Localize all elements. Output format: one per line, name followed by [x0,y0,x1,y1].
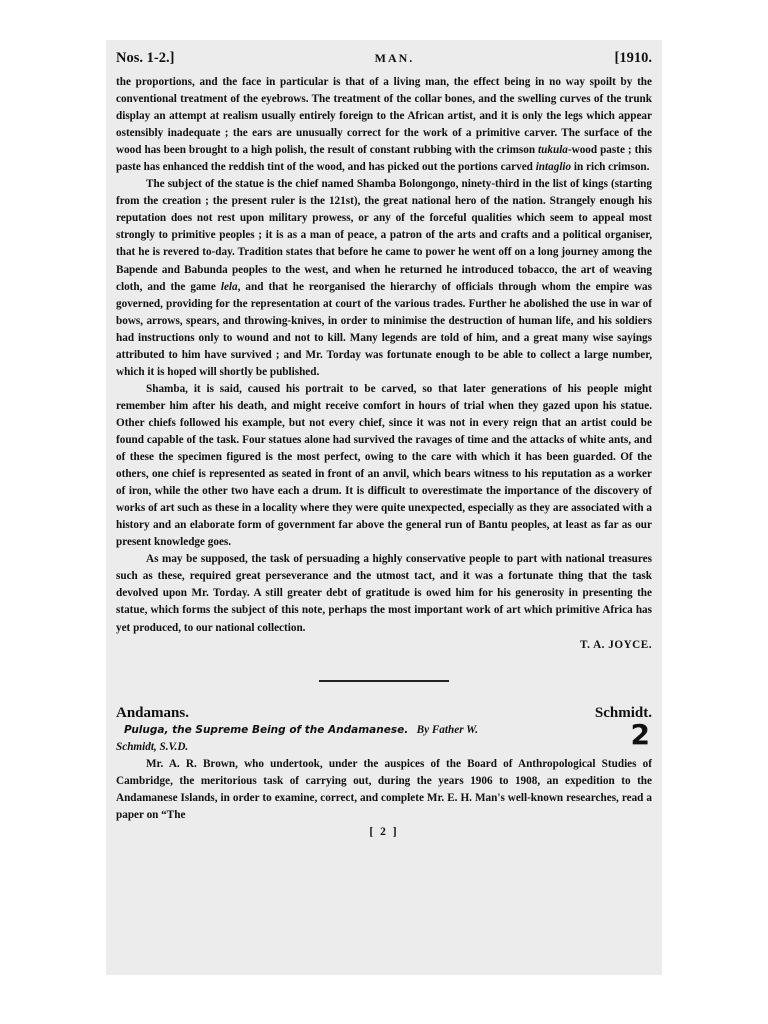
header-issue: Nos. 1-2.] [116,50,175,66]
header-year: [1910. [614,50,652,66]
italic-term: lela [220,280,238,293]
header-journal: MAN. [374,51,415,65]
signature-row [116,637,652,654]
italic-term: intaglio [535,161,572,174]
journal-page [106,40,662,975]
text-run: Shamba, it is said, caused his portrait to be carved, so that later generations of his people might remember him after his death, and might receive comfort in hours of trial when they gazed upon his statue. Other chiefs followed his example, but not every chief, since it was not in every reign that an artist could be found capable of the task. Four statues alone had survived the ravages of time and the attacks of white ants, and of these the specimen figured is the most perfect, owing to the care with which it has been guarded. Of the others, one chief is represented as seated in front of an anvil, which bears witness to his reputation as a worker of iron, while the other two have each a drum. It is difficult to overestimate the importance of the discovery of works of art such as these in a locality where they were quite unexpected, especially as they are associated with a history and an elaborate form of government far above the general run of Bantu peoples, at least as far as our present knowledge goes. [116,382,652,549]
text-run: in rich crimson. [571,161,650,174]
article-paragraph [116,74,652,176]
section-topic: Andamans. [116,704,189,721]
page-number: [ 2 ] [369,825,399,838]
text-run: , and that he reorganised the hierarchy of officials through whom the empire was governed, providing for the representation at court of the various trades. Further he abolished the use in war of bows, arrows, spears, and throwing-knives, in order to minimise the destruction of human life, and his soldiers had instructions only to wound and not to kill. Many legends are told of him, and a great many wise sayings attributed to him have survived ; and Mr. Torday was fortunate enough to be able to collect a large number, which it is hoped will shortly be published. [116,280,653,378]
article-author: Schmidt, S.V.D. [116,740,189,753]
article-title-block [116,717,652,756]
section-divider [319,680,449,682]
article-paragraph [116,551,652,636]
text-run: the proportions, and the face in particular is that of a living man, the effect being in no way spoilt by the conventional treatment of the eyebrows. The treatment of the collar bones, and the swelling curves of the trunk display an attempt at realism usually entirely foreign to the African artist, and it is only the legs which appear ostensibly inadequate ; the ears are unusually correct for the work of a primitive carver. The surface of the wood has been brought to a high polish, the result of constant rubbing with the crimson [116,76,652,157]
text-run: Mr. A. R. Brown, who undertook, under the auspices of the Board of Anthropological Studies of Cambridge, the meritorious task of carrying out, during the years 1906 to 1908, an expedition to the Andamanese Islands, in order to examine, correct, and complete Mr. E. H. Man's well-known researches, read a paper on “The [116,757,652,821]
section-author-surname: Schmidt. [594,704,652,721]
article-title: Puluga, the Supreme Being of the Andamanese. [124,723,409,736]
article-number: 2 [630,717,650,751]
text-run: As may be supposed, the task of persuading a highly conservative people to part with national treasures such as these, required great perseverance and the utmost tact, and it was a fortunate thing that the task devolved upon Mr. Torday. A still greater debt of gratitude is owed him for his generosity in presenting the statue, which forms the subject of this note, perhaps the most important work of art which primitive Africa has yet produced, to our national collection. [116,553,652,634]
text-run: The subject of the statue is the chief named Shamba Bolongongo, ninety-third in the list of kings (starting from the creation ; the present ruler is the 121st), the great national hero of the nation. Strangely enough his reputation does not rest upon military prowess, or any of the forceful qualities which seem to appeal most strongly to primitive peoples ; it is as a man of peace, a patron of the arts and crafts and a political organiser, that he is revered to-day. Tradition states that before he came to power he went off on a long journey among the Bapende and Babunda peoples to the west, and when he returned he introduced tobacco, the art of weaving cloth, and the game [116,178,652,293]
article-body [116,74,652,824]
article-paragraph [116,756,652,824]
text-run: -wood paste ; this paste has enhanced the reddish tint of the wood, and has picked out the portions carved [116,144,652,174]
section-heading [116,704,652,722]
article-paragraph [116,381,652,551]
running-header [116,50,652,72]
article-paragraph [116,176,652,381]
italic-term: tukula [538,144,568,157]
author-signature: T. A. JOYCE. [580,638,652,651]
page-content [116,50,652,838]
article-byline: By Father W. [416,723,479,736]
